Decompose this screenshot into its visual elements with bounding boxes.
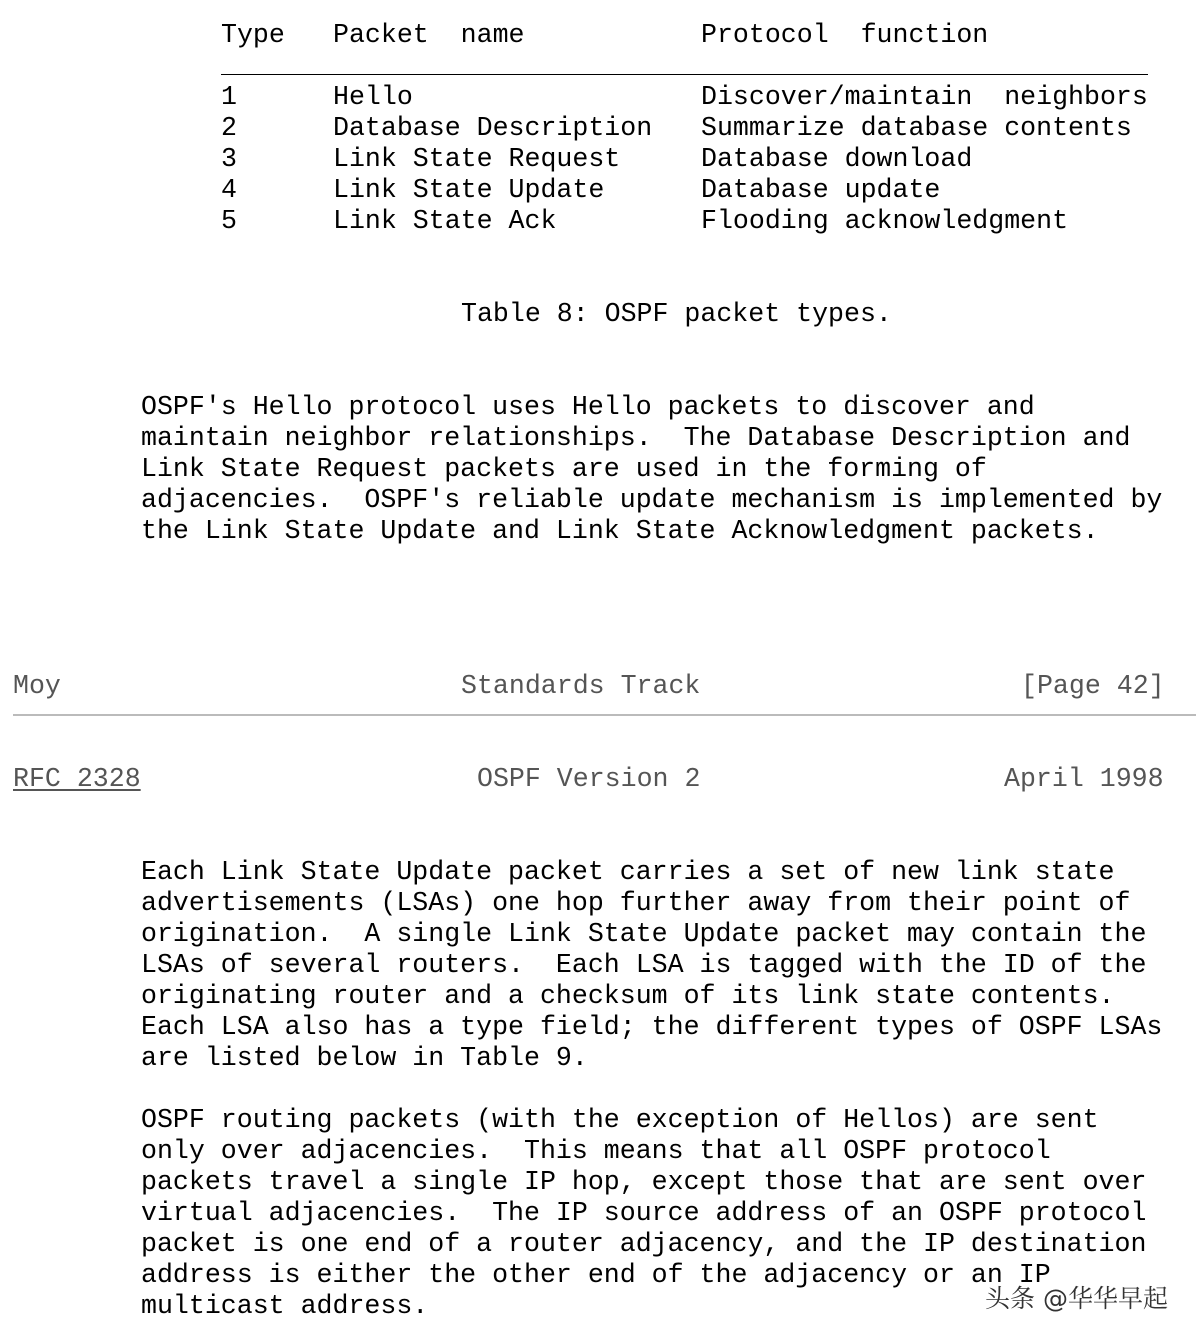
body-paragraph: Each Link State Update packet carries a set of new link state advertisements (LSAs) one hop further away from their point of origination. A single Link State Update packet may contain the LSAs of several routers. Each LSA is tagged with the ID of the originating router and a checksum of its link state contents. Each LSA also has a type field; the different types of OSPF LSAs are listed below in Table 9. <box>141 857 1163 1073</box>
table-cell-function: Database update <box>701 175 941 205</box>
table-cell-function: Summarize database contents <box>701 113 1132 143</box>
body-paragraph: OSPF routing packets (with the exception of Hellos) are sent only over adjacencies. This means that all OSPF protocol packets travel a single IP hop, except those that are sent over virtual adjacencies. The IP source address of an OSPF protocol packet is one end of a router adjacency, and the IP destination address is either the other end of the adjacency or an IP multicast address. <box>141 1105 1147 1321</box>
body-paragraph: OSPF's Hello protocol uses Hello packets to discover and maintain neighbor relationships. The Database Description and Link State Request packets are used in the forming of adjacencies. OSPF's reliable update mechanism is implemented by the Link State Update and Link State Acknowledgment packets. <box>141 392 1163 546</box>
rfc-link[interactable]: RFC 2328 <box>13 764 141 794</box>
table-header-packet-name: Packet name <box>333 20 525 50</box>
footer-author: Moy <box>13 671 61 701</box>
table-caption: Table 8: OSPF packet types. <box>461 299 892 329</box>
table-cell-name: Link State Request <box>333 144 621 174</box>
table-cell-function: Discover/maintain neighbors <box>701 82 1148 112</box>
table-cell-name: Hello <box>333 82 413 112</box>
header-date: April 1998 <box>1004 764 1164 794</box>
table-cell-name: Link State Update <box>333 175 605 205</box>
table-cell-type: 5 <box>221 206 237 236</box>
footer-track: Standards Track <box>461 671 701 701</box>
table-cell-type: 4 <box>221 175 237 205</box>
table-cell-type: 3 <box>221 144 237 174</box>
table-header-type: Type <box>221 20 285 50</box>
table-cell-function: Flooding acknowledgment <box>701 206 1069 236</box>
table-cell-type: 1 <box>221 82 237 112</box>
table-cell-name: Database Description <box>333 113 653 143</box>
table-header-protocol-function: Protocol function <box>701 20 989 50</box>
watermark: 头条 @华华早起 <box>985 1284 1168 1313</box>
table-cell-type: 2 <box>221 113 237 143</box>
footer-page-number: [Page 42] <box>1021 671 1165 701</box>
header-title: OSPF Version 2 <box>477 764 701 794</box>
table-cell-function: Database download <box>701 144 973 174</box>
page-break-divider <box>13 714 1196 716</box>
table-cell-name: Link State Ack <box>333 206 557 236</box>
table-header-rule <box>221 74 1148 75</box>
